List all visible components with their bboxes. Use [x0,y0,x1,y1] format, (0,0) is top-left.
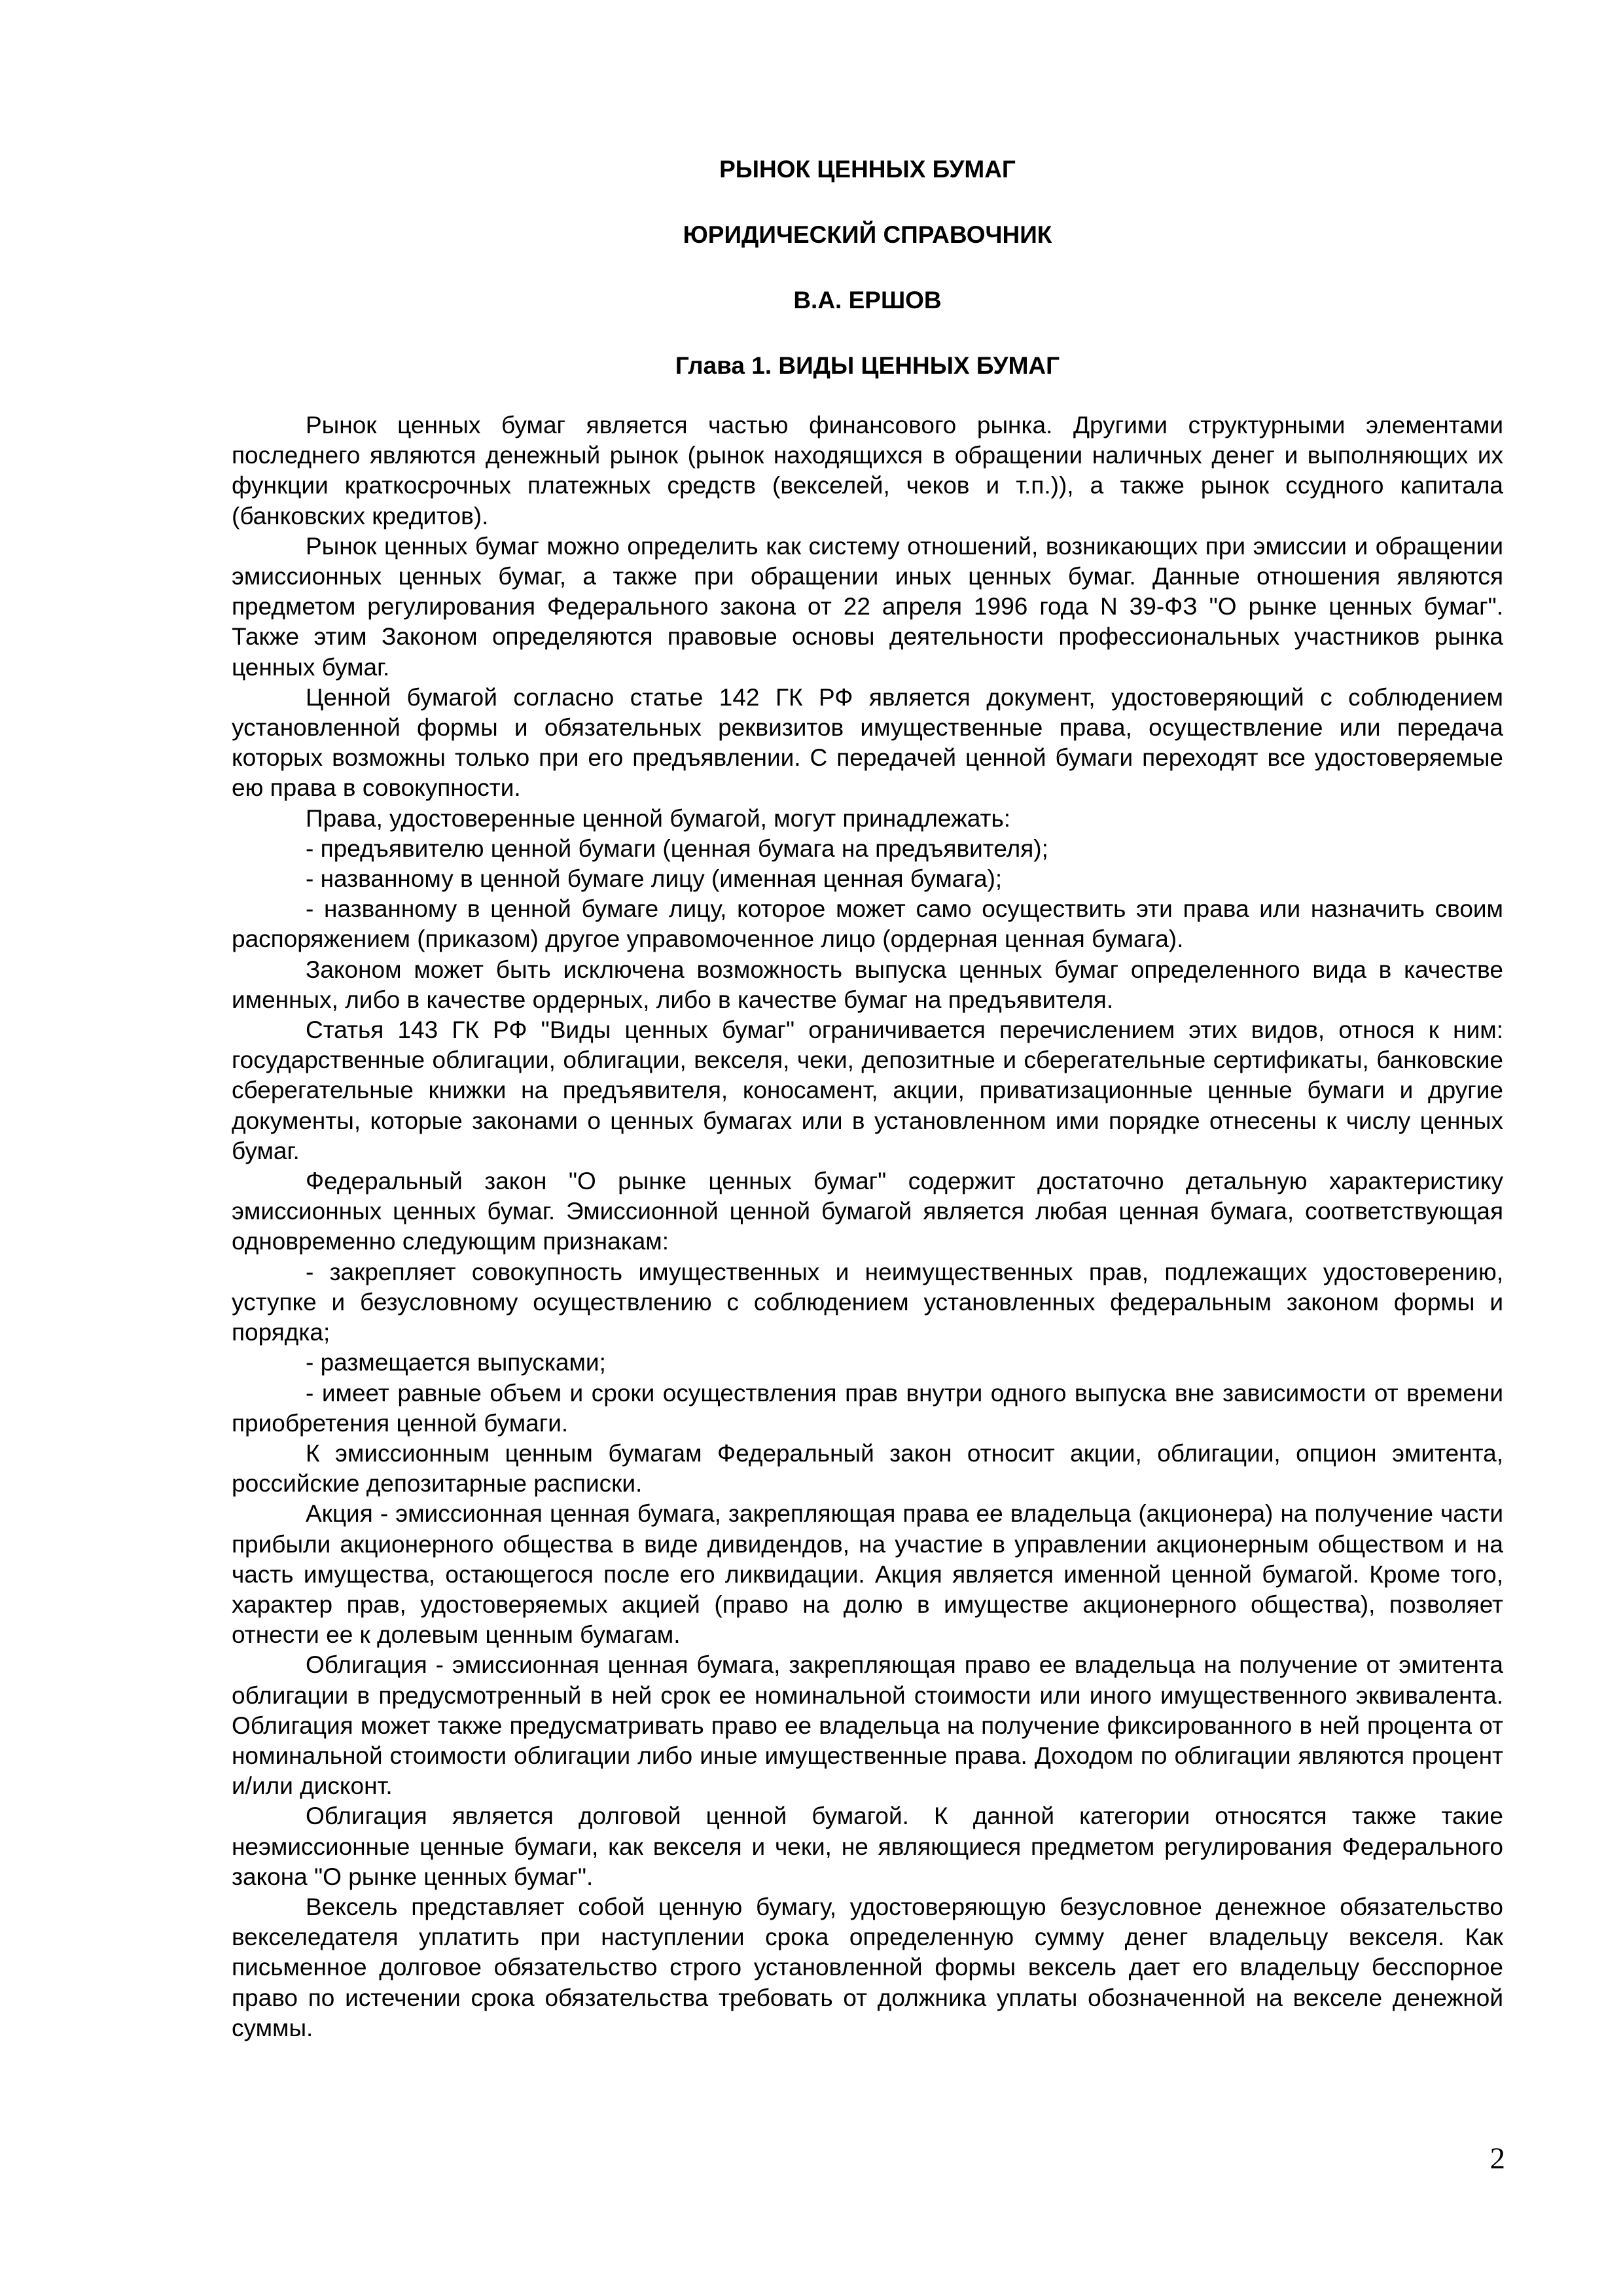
document-title: РЫНОК ЦЕННЫХ БУМАГ [719,156,1016,183]
document-author: В.А. ЕРШОВ [793,287,942,314]
list-item: - предъявителю ценной бумаги (ценная бумага на предъявителя); [306,834,1048,862]
document-subtitle: ЮРИДИЧЕСКИЙ СПРАВОЧНИК [683,221,1052,248]
paragraph: Вексель представляет собой ценную бумагу, удостоверяющую безусловное денежное обязательство векселедателя уплатить при наступлении срока определенную сумму денег владельцу векселя. Как письменное долговое обязательство строго установленной формы вексель дает его владельцу бесспорное право по истечении срока обязательства требовать от должника уплаты обозначенной на векселе денежной суммы. [232,1893,1503,2041]
paragraph: Права, удостоверенные ценной бумагой, могут принадлежать: [306,804,1011,832]
paragraph: К эмиссионным ценным бумагам Федеральный закон относит акции, облигации, опцион эмитента, российские депозитарные расписки. [232,1439,1503,1498]
list-item: - размещается выпусками; [306,1349,606,1376]
paragraph: Облигация - эмиссионная ценная бумага, закрепляющая право ее владельца на получение от эмитента облигации в предусмотренный в ней срок ее номинальной стоимости или иного имущественного эквивалента. Облигация может также предусматривать право ее владельца на получение фиксированного в ней процента от номинальной стоимости облигации либо иные имущественные права. Доходом по облигации являются процент и/или дисконт. [232,1651,1503,1800]
body-text [232,410,1503,2043]
paragraph: Статья 143 ГК РФ "Виды ценных бумаг" ограничивается перечислением этих видов, относя к ним: государственные облигации, облигации, векселя, чеки, депозитные и сберегательные сертификаты, банковские сберегательные книжки на предъявителя, коносамент, акции, приватизационные ценные бумаги и другие документы, которые законами о ценных бумагах или в установленном ими порядке отнесены к числу ценных бумаг. [232,1016,1503,1164]
page-content [232,155,1503,2043]
page-number: 2 [1489,2142,1505,2176]
paragraph: Законом может быть исключена возможность выпуска ценных бумаг определенного вида в качестве именных, либо в качестве ордерных, либо в качестве бумаг на предъявителя. [232,956,1503,1013]
paragraph: Рынок ценных бумаг является частью финансового рынка. Другими структурными элементами последнего являются денежный рынок (рынок находящихся в обращении наличных денег и выполняющих их функции краткосрочных платежных средств (векселей, чеков и т.п.)), а также рынок ссудного капитала (банковских кредитов). [232,412,1503,529]
paragraph: Акция - эмиссионная ценная бумага, закрепляющая права ее владельца (акционера) на получение части прибыли акционерного общества в виде дивидендов, на участие в управлении акционерным обществом и на часть имущества, остающегося после его ликвидации. Акция является именной ценной бумагой. Кроме того, характер прав, удостоверяемых акцией (право на долю в имуществе акционерного общества), позволяет отнести ее к долевым ценным бумагам. [232,1500,1503,1649]
paragraph: Ценной бумагой согласно статье 142 ГК РФ является документ, удостоверяющий с соблюдением установленной формы и обязательных реквизитов имущественные права, осуществление или передача которых возможны только при его предъявлении. С передачей ценной бумаги переходят все удостоверяемые ею права в совокупности. [232,683,1503,802]
list-item: - названному в ценной бумаге лицу (именная ценная бумага); [306,865,1003,893]
list-item: - закрепляет совокупность имущественных и неимущественных прав, подлежащих удостоверению, уступке и безусловному осуществлению с соблюдением установленных федеральным законом формы и порядка; [232,1258,1503,1346]
paragraph: Федеральный закон "О рынке ценных бумаг" содержит достаточно детальную характеристику эмиссионных ценных бумаг. Эмиссионной ценной бумагой является любая ценная бумага, соответствующая одновременно следующим признакам: [232,1168,1503,1255]
paragraph: Рынок ценных бумаг можно определить как систему отношений, возникающих при эмиссии и обращении эмиссионных ценных бумаг, а также при обращении иных ценных бумаг. Данные отношения являются предметом регулирования Федерального закона от 22 апреля 1996 года N 39-ФЗ "О рынке ценных бумаг". Также этим Законом определяются правовые основы деятельности профессиональных участников рынка ценных бумаг. [232,532,1503,681]
chapter-title: Глава 1. ВИДЫ ЦЕННЫХ БУМАГ [675,352,1060,379]
list-item: - имеет равные объем и сроки осуществления прав внутри одного выпуска вне зависимости от времени приобретения ценной бумаги. [232,1379,1503,1437]
paragraph: Облигация является долговой ценной бумагой. К данной категории относятся также такие неэмиссионные ценные бумаги, как векселя и чеки, не являющиеся предметом регулирования Федерального закона "О рынке ценных бумаг". [232,1803,1503,1890]
list-item: - названному в ценной бумаге лицу, которое может само осуществить эти права или назначить своим распоряжением (приказом) другое управомоченное лицо (ордерная ценная бумага). [232,895,1503,953]
